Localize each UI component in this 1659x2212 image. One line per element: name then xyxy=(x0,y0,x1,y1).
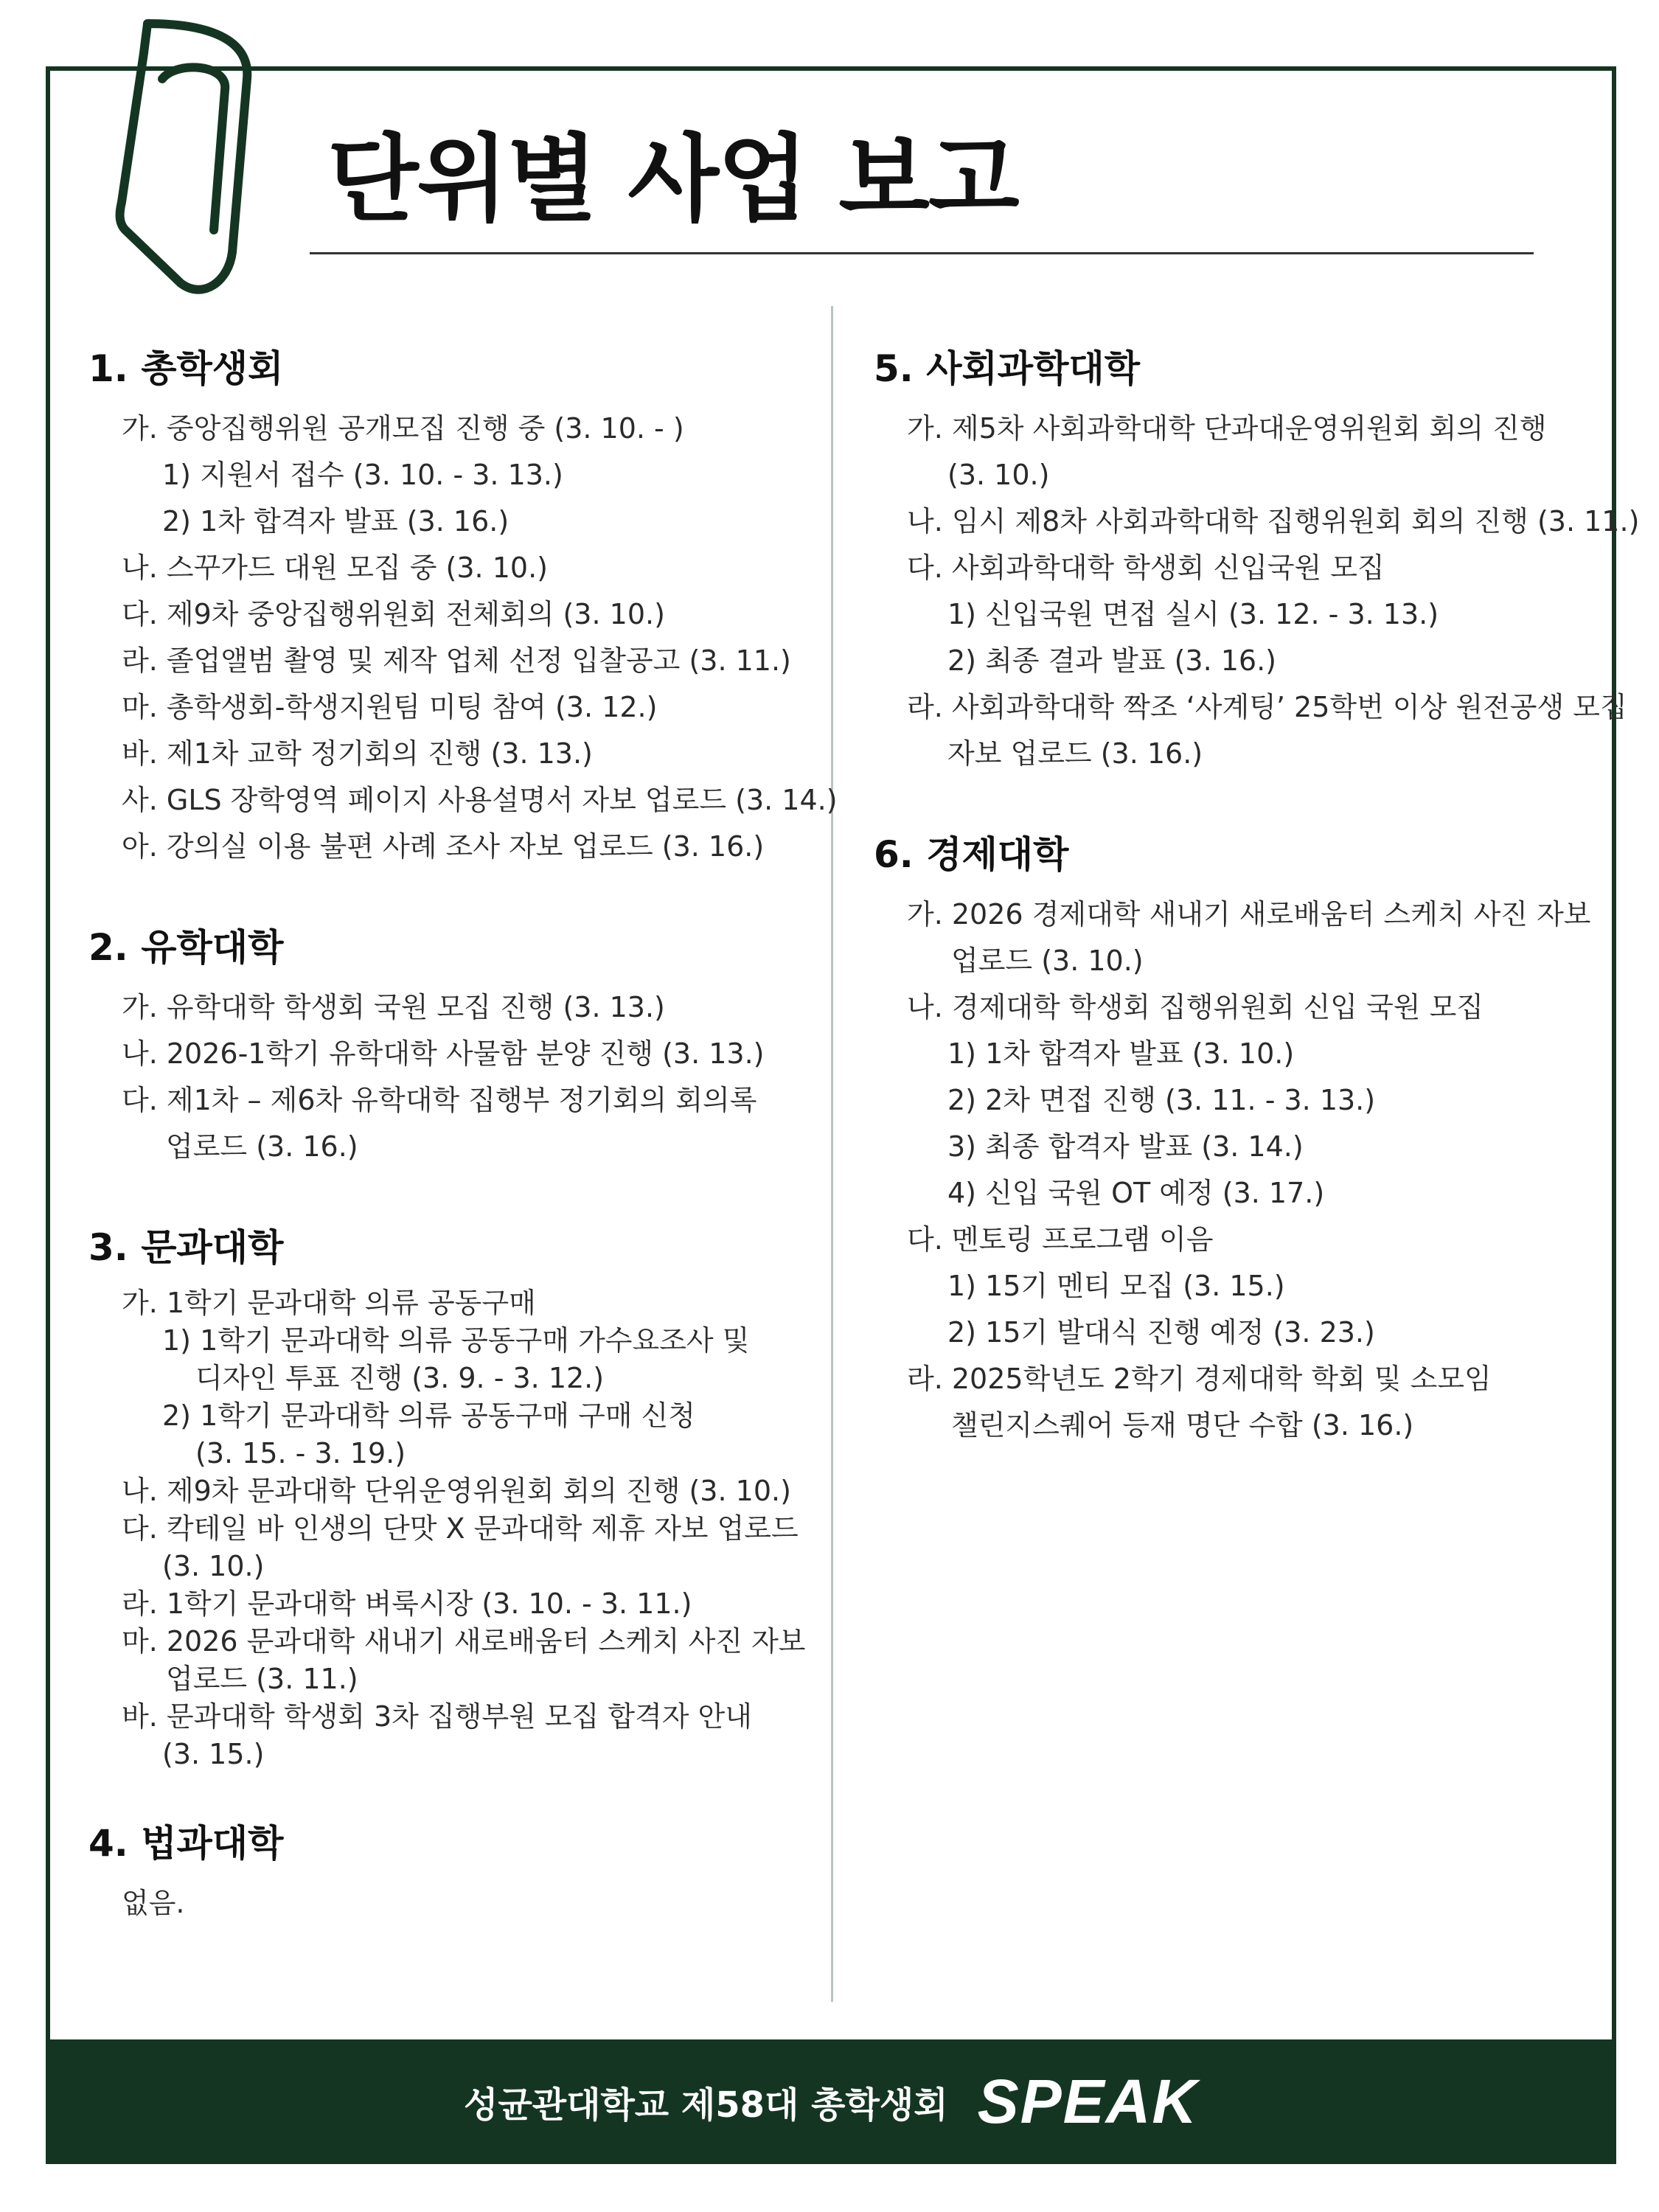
page-title: 단위별 사업 보고 xyxy=(327,125,1018,234)
list-item: 업로드 (3. 11.) xyxy=(166,1663,358,1695)
list-item: 자보 업로드 (3. 16.) xyxy=(947,737,1203,770)
section-items xyxy=(88,1880,811,1927)
list-item: (3. 15.) xyxy=(162,1738,265,1770)
list-item: 다. 칵테일 바 인생의 단맛 X 문과대학 제휴 자보 업로드 xyxy=(122,1512,799,1545)
section-items xyxy=(874,891,1611,1449)
list-item: 업로드 (3. 16.) xyxy=(166,1130,358,1163)
list-item: 라. 2025학년도 2학기 경제대학 학회 및 소모임 xyxy=(907,1363,1492,1395)
section-title: 5. 사회과학대학 xyxy=(874,347,1140,390)
list-item: 라. 사회과학대학 짝조 ‘사계팅’ 25학번 이상 원전공생 모집 xyxy=(907,691,1627,723)
column-divider xyxy=(831,306,833,2002)
section-사회과학대학 xyxy=(874,347,1640,777)
list-item: 2) 2차 면접 진행 (3. 11. - 3. 13.) xyxy=(947,1084,1376,1116)
list-item: 2) 최종 결과 발표 (3. 16.) xyxy=(947,644,1276,677)
section-문과대학 xyxy=(88,1225,811,1773)
list-item: (3. 10.) xyxy=(162,1550,265,1582)
speak-logo: SPEAK xyxy=(977,2067,1199,2136)
section-title: 6. 경제대학 xyxy=(874,833,1069,876)
title-divider xyxy=(310,252,1534,254)
paperclip-icon xyxy=(103,9,273,304)
list-item: 마. 총학생회-학생지원팀 미팅 참여 (3. 12.) xyxy=(122,691,658,723)
list-item: 다. 멘토링 프로그램 이음 xyxy=(907,1223,1214,1256)
list-item: 다. 제1차 – 제6차 유학대학 집행부 정기회의 회의록 xyxy=(122,1084,757,1116)
footer-org-name: 성균관대학교 제58대 총학생회 xyxy=(463,2084,948,2126)
section-items xyxy=(88,1284,811,1773)
list-item: (3. 15. - 3. 19.) xyxy=(195,1437,406,1470)
list-item: 나. 2026-1학기 유학대학 사물함 분양 진행 (3. 13.) xyxy=(122,1037,765,1070)
section-title: 3. 문과대학 xyxy=(88,1226,284,1269)
section-유학대학 xyxy=(88,925,811,1170)
list-item: 바. 제1차 교학 정기회의 진행 (3. 13.) xyxy=(122,737,593,770)
list-item: 챌린지스퀘어 등재 명단 수합 (3. 16.) xyxy=(951,1409,1414,1441)
list-item: 마. 2026 문과대학 새내기 새로배움터 스케치 사진 자보 xyxy=(122,1625,806,1658)
list-item: 가. 2026 경제대학 새내기 새로배움터 스케치 사진 자보 xyxy=(907,898,1591,931)
section-items xyxy=(874,406,1640,777)
list-item: 2) 15기 발대식 진행 예정 (3. 23.) xyxy=(947,1316,1375,1349)
list-item: 1) 지원서 접수 (3. 10. - 3. 13.) xyxy=(162,459,563,491)
right-column xyxy=(874,347,1640,1449)
list-item: 3) 최종 합격자 발표 (3. 14.) xyxy=(947,1130,1304,1163)
section-title: 2. 유학대학 xyxy=(88,926,284,969)
list-item: 1) 1학기 문과대학 의류 공동구매 가수요조사 및 xyxy=(162,1324,750,1357)
list-item: 다. 사회과학대학 학생회 신입국원 모집 xyxy=(907,552,1385,584)
list-item: 1) 15기 멘티 모집 (3. 15.) xyxy=(947,1270,1285,1302)
list-item: 1) 신입국원 면접 실시 (3. 12. - 3. 13.) xyxy=(947,598,1439,630)
left-column xyxy=(88,347,838,1927)
list-item: 라. 1학기 문과대학 벼룩시장 (3. 10. - 3. 11.) xyxy=(122,1587,692,1620)
list-item: 아. 강의실 이용 불편 사례 조사 자보 업로드 (3. 16.) xyxy=(122,830,765,863)
list-item: 나. 스꾸가드 대원 모집 중 (3. 10.) xyxy=(122,552,548,584)
list-item: 디자인 투표 진행 (3. 9. - 3. 12.) xyxy=(195,1362,605,1394)
list-item: 나. 제9차 문과대학 단위운영위원회 회의 진행 (3. 10.) xyxy=(122,1475,791,1507)
list-item: 다. 제9차 중앙집행위원회 전체회의 (3. 10.) xyxy=(122,598,665,630)
list-item: 가. 중앙집행위원 공개모집 진행 중 (3. 10. - ) xyxy=(122,412,684,445)
list-item: 바. 문과대학 학생회 3차 집행부원 모집 합격자 안내 xyxy=(122,1700,752,1733)
section-title: 4. 법과대학 xyxy=(88,1822,284,1865)
list-item: 나. 임시 제8차 사회과학대학 집행위원회 회의 진행 (3. 11.) xyxy=(907,505,1640,538)
list-item: (3. 10.) xyxy=(947,459,1050,491)
list-item: 없음. xyxy=(122,1887,185,1919)
list-item: 2) 1학기 문과대학 의류 공동구매 구매 신청 xyxy=(162,1399,695,1432)
list-item: 2) 1차 합격자 발표 (3. 16.) xyxy=(162,505,509,538)
section-총학생회 xyxy=(88,347,838,870)
section-title: 1. 총학생회 xyxy=(88,347,284,390)
section-items xyxy=(88,406,838,870)
list-item: 업로드 (3. 10.) xyxy=(951,945,1144,977)
list-item: 가. 유학대학 학생회 국원 모집 진행 (3. 13.) xyxy=(122,991,665,1023)
list-item: 사. GLS 장학영역 페이지 사용설명서 자보 업로드 (3. 14.) xyxy=(122,784,838,816)
section-items xyxy=(88,984,811,1170)
section-법과대학 xyxy=(88,1821,811,1927)
list-item: 나. 경제대학 학생회 집행위원회 신입 국원 모집 xyxy=(907,991,1484,1023)
list-item: 1) 1차 합격자 발표 (3. 10.) xyxy=(947,1037,1295,1070)
list-item: 라. 졸업앨범 촬영 및 제작 업체 선정 입찰공고 (3. 11.) xyxy=(122,644,791,677)
list-item: 가. 1학기 문과대학 의류 공동구매 xyxy=(122,1287,536,1319)
section-경제대학 xyxy=(874,832,1611,1449)
list-item: 가. 제5차 사회과학대학 단과대운영위원회 회의 진행 xyxy=(907,412,1547,445)
list-item: 4) 신입 국원 OT 예정 (3. 17.) xyxy=(947,1177,1325,1209)
footer-bar xyxy=(46,2039,1616,2164)
